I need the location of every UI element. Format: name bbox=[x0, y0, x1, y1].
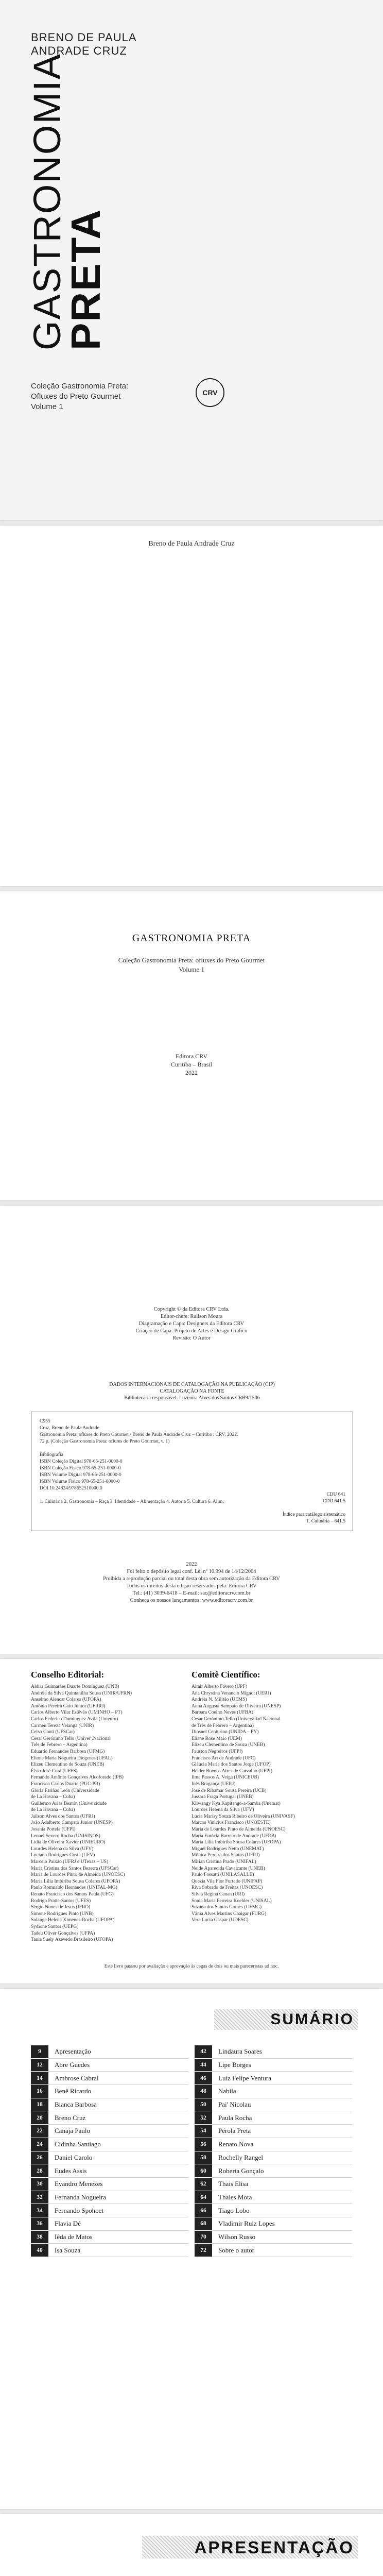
council-member: Luciano Rodrigues Costa (UFV) bbox=[31, 1853, 95, 1858]
summary-entry bbox=[31, 2059, 188, 2072]
council-member: Maria Lília Imbiriba Sousa Colares (UFOPA) bbox=[31, 1878, 120, 1884]
summary-entry-title: Thais Elisa bbox=[212, 2178, 352, 2191]
council-member: Cesar Gerónimo Tello (Universidad Nacional bbox=[192, 1716, 281, 1722]
council-member: Silvia Regina Canan (URI) bbox=[192, 1892, 245, 1897]
summary-entry bbox=[31, 2244, 188, 2257]
summary-page-number: 48 bbox=[195, 2085, 212, 2098]
council-member: Antônio Pereira Gaio Júnior (UFRRJ) bbox=[31, 1703, 106, 1709]
summary-entry bbox=[195, 2125, 352, 2138]
summary-entry bbox=[195, 2111, 352, 2125]
council-member: Lídia de Oliveira Xavier (UNIEURO) bbox=[31, 1840, 106, 1845]
council-member: Neide Aparecida Cavalcante (UNEB) bbox=[192, 1866, 265, 1871]
catalog-title: DADOS INTERNACIONAIS DE CATALOGAÇÃO NA PUBLICAÇÃO (CIP) CATALOGAÇÃO NA FONTE Bibliotecária responsável: Luzenira Alves dos Santos CRB9/1506 bbox=[109, 1382, 275, 1401]
council-member: Josania Portela (UFPI) bbox=[31, 1827, 76, 1833]
summary-entry bbox=[31, 2085, 188, 2098]
council-member: Tadeu Oliver Gonçalves (UFPA) bbox=[31, 1930, 95, 1936]
summary-entry bbox=[31, 2217, 188, 2231]
council-member: Leonel Severo Rocha (UNISINOS) bbox=[31, 1833, 100, 1839]
summary-page-number: 12 bbox=[31, 2059, 48, 2072]
summary-entry bbox=[31, 2111, 188, 2125]
summary-page-number: 14 bbox=[31, 2072, 48, 2085]
council-member: Guillermo Arias Beatón (Universidade bbox=[31, 1801, 107, 1806]
summary-entry bbox=[31, 2045, 188, 2059]
summary-page-number: 36 bbox=[31, 2217, 48, 2231]
cover-title-line1: GASTRONOMIA bbox=[26, 53, 68, 350]
title-page bbox=[0, 891, 383, 1200]
council-member: Sérgio Nunes de Jesus (IFRO) bbox=[31, 1905, 91, 1910]
council-member: Diosnel Centurion (UNIDA – PY) bbox=[192, 1730, 259, 1735]
summary-entry bbox=[31, 2191, 188, 2205]
summary-page-number: 60 bbox=[195, 2164, 212, 2178]
summary-entry bbox=[195, 2164, 352, 2178]
summary-entry-title: Bianca Barbosa bbox=[48, 2098, 188, 2112]
council-member: Kilwangy Kya Kapitango-a-Samba (Unemat) bbox=[192, 1801, 281, 1806]
summary-page-number: 20 bbox=[31, 2111, 48, 2125]
council-member: Elione Maria Nogueira Diogenes (UFAL) bbox=[31, 1755, 113, 1761]
council-member: Gláucia Maria dos Santos Jorge (UFOP) bbox=[192, 1762, 271, 1768]
presentation-page bbox=[0, 2514, 383, 2576]
council-member: Paulo Romualdo Hernandes (UNIFAL-MG) bbox=[31, 1885, 117, 1891]
summary-entry bbox=[31, 2138, 188, 2151]
copyright-legal: 2022 Foi feito o depósito legal conf. Lei nº 10.994 de 14/12/2004 Proibida a reprodução parcial ou total desta obra sem autorização da Editora CRV Todos os direitos desta edição reservados pela: Editora CRV Tel.: (41) 3039-6418 – E-mail: sac@editoracrv.com.br Conheça os nossos lançamentos: www.editoracrv.com.br bbox=[103, 1562, 280, 1603]
council-member: Anna Augusta Sampaio de Oliveira (UNESP) bbox=[192, 1703, 281, 1709]
council-member: Rodrigo Pratte-Santos (UFES) bbox=[31, 1898, 91, 1904]
council-member: Gloria Fariñas León (Universidade bbox=[31, 1788, 99, 1793]
council-member: Maria de Lourdes Pinto de Almeida (UNOESC) bbox=[31, 1872, 125, 1878]
summary-entry bbox=[195, 2072, 352, 2085]
council-member: Lucia Marisy Souza Ribeiro de Oliveira (UNIVASF) bbox=[192, 1814, 295, 1819]
summary-entry-title: Roberta Gonçalo bbox=[212, 2164, 352, 2178]
council-member: Barbara Coelho Neves (UFBA) bbox=[192, 1710, 254, 1716]
summary-entry bbox=[195, 2231, 352, 2244]
summary-page-number: 54 bbox=[195, 2125, 212, 2138]
copyright-page bbox=[0, 1206, 383, 1654]
council-member: Eliane Rose Maio (UEM) bbox=[192, 1736, 242, 1741]
summary-entry-title: Tiago Lobo bbox=[212, 2204, 352, 2217]
council-member: Vânia Alves Martins Chaigar (FURG) bbox=[192, 1911, 267, 1917]
council-member: Elizeu Clementino de Souza (UNEB) bbox=[192, 1742, 265, 1748]
council-member: Renato Francisco dos Santos Paula (UFG) bbox=[31, 1892, 114, 1897]
scientific-committee-heading: Comitê Científico: bbox=[192, 1670, 260, 1680]
council-member: Marcos Vinicius Francisco (UNOESTE) bbox=[192, 1820, 271, 1826]
summary-entry bbox=[195, 2217, 352, 2231]
summary-entry-title: Cidinha Santiago bbox=[48, 2138, 188, 2151]
summary-entry-title: Ambrose Cabral bbox=[48, 2072, 188, 2085]
summary-entry bbox=[31, 2204, 188, 2217]
summary-page-number: 28 bbox=[31, 2164, 48, 2178]
summary-entry bbox=[195, 2138, 352, 2151]
summary-entry-title: Vladimir Ruiz Lopes bbox=[212, 2217, 352, 2231]
summary-page-number: 62 bbox=[195, 2178, 212, 2191]
title-page-subtitle: Coleção Gastronomia Preta: ofluxes do Preto Gourmet Volume 1 bbox=[118, 956, 265, 973]
council-member: Altair Alberto Fávero (UPF) bbox=[192, 1684, 247, 1689]
council-member: Suzana dos Santos Gomes (UFMG) bbox=[192, 1905, 262, 1910]
council-member: Francisco Carlos Duarte (PUC-PR) bbox=[31, 1781, 100, 1787]
council-member: Três de Febrero – Argentina) bbox=[31, 1742, 88, 1748]
summary-page-number: 70 bbox=[195, 2231, 212, 2244]
summary-page-number: 30 bbox=[31, 2178, 48, 2191]
council-member: Mônica Pereira dos Santos (UFRJ) bbox=[192, 1853, 260, 1858]
council-member: Andréia da Silva Quintanilha Sousa (UNIR/UFRN) bbox=[31, 1690, 132, 1696]
council-member: Solange Helena Ximenes-Rocha (UFOPA) bbox=[31, 1918, 115, 1923]
summary-page-number: 68 bbox=[195, 2217, 212, 2231]
summary-page-number: 66 bbox=[195, 2204, 212, 2217]
presentation-heading-text: APRESENTAÇÃO bbox=[194, 2538, 354, 2557]
summary-entry bbox=[195, 2085, 352, 2098]
summary-entry-title: Nabila bbox=[212, 2085, 352, 2098]
council-member: de La Havana – Cuba) bbox=[31, 1794, 75, 1800]
council-member: Sydione Santos (UEPG) bbox=[31, 1924, 79, 1929]
editorial-council-page bbox=[0, 1659, 383, 1984]
council-member: Jussara Fraga Portugal (UNEB) bbox=[192, 1794, 254, 1800]
summary-heading-text: SUMÁRIO bbox=[270, 2011, 354, 2028]
council-member: Carlos Federico Dominguez Avila (Unieuro) bbox=[31, 1716, 118, 1722]
council-member: Maria Cristina dos Santos Bezerra (UFSCar) bbox=[31, 1866, 119, 1871]
summary-entry bbox=[31, 2151, 188, 2165]
summary-entry-title: Breno Cruz bbox=[48, 2111, 188, 2125]
council-member: Élsio José Corá (UFFS) bbox=[31, 1768, 78, 1774]
council-member: Carmen Tereza Velanga (UNIR) bbox=[31, 1723, 94, 1728]
summary-entry-title: Benê Ricardo bbox=[48, 2085, 188, 2098]
council-member: Aldira Guimarães Duarte Domínguez (UNB) bbox=[31, 1684, 119, 1689]
council-member: Maria Eurácia Barreto de Andrade (UFRB) bbox=[192, 1833, 276, 1839]
summary-page-number: 72 bbox=[195, 2244, 212, 2257]
cover-series: Coleção Gastronomia Preta: Ofluxes do Preto Gourmet Volume 1 bbox=[31, 382, 129, 411]
council-member: Quezia Vila Flor Furtado (UNIFAP) bbox=[192, 1878, 263, 1884]
summary-page-number: 52 bbox=[195, 2111, 212, 2125]
summary-entry bbox=[195, 2204, 352, 2217]
council-member: Lourdes Helena da Silva (UFV) bbox=[31, 1846, 94, 1852]
council-member: Simone Rodrigues Pinto (UNB) bbox=[31, 1911, 94, 1917]
summary-entry-title: Thales Mota bbox=[212, 2191, 352, 2205]
catalog-classification: CDU 641 CDD 641.5 Índice para catálogo sistemático 1. Culinária – 641.5 bbox=[282, 1492, 345, 1524]
scientific-committee-list bbox=[192, 1684, 352, 1924]
summary-entry-title: Pai' Nicolau bbox=[212, 2098, 352, 2112]
summary-entry bbox=[195, 2191, 352, 2205]
summary-entry bbox=[195, 2244, 352, 2257]
title-page-publisher: Editora CRV Curitiba – Brasil 2022 bbox=[171, 1053, 212, 1076]
summary-entry bbox=[31, 2072, 188, 2085]
council-member: Fauston Negreiros (UFPI) bbox=[192, 1749, 243, 1754]
title-page-title: GASTRONOMIA PRETA bbox=[132, 933, 251, 944]
council-member: Francisco Ari de Andrade (UFC) bbox=[192, 1755, 256, 1761]
publisher-logo: CRV bbox=[196, 378, 224, 407]
summary-page-number: 58 bbox=[195, 2151, 212, 2165]
summary-entry bbox=[31, 2178, 188, 2191]
summary-column-left bbox=[31, 2045, 188, 2257]
council-member: Celso Conti (UFSCar) bbox=[31, 1730, 75, 1735]
summary-entry-title: Wilson Russo bbox=[212, 2231, 352, 2244]
summary-entry bbox=[31, 2231, 188, 2244]
summary-entry-title: Iêda de Matos bbox=[48, 2231, 188, 2244]
summary-page-number: 22 bbox=[31, 2125, 48, 2138]
council-member: Riva Sobrado de Freitas (UNOESC) bbox=[192, 1885, 263, 1891]
summary-entry-title: Fernando Spohoet bbox=[48, 2204, 188, 2217]
summary-entry bbox=[31, 2098, 188, 2112]
summary-column-right bbox=[195, 2045, 352, 2257]
copyright-credits: Copyright © da Editora CRV Ltda. Editor-chefe: Railson Moura Diagramação e Capa: Designers da Editora CRV Criação de Capa: Projeto de Artes e Design Gráfico Revisão: O Autor bbox=[135, 1307, 248, 1341]
council-member: Ilma Passos A. Veiga (UNICEUB) bbox=[192, 1775, 259, 1781]
council-member: Fernando Antônio Gonçalves Alcoforado (IPB) bbox=[31, 1775, 124, 1781]
summary-entry-title: Eudes Assis bbox=[48, 2164, 188, 2178]
summary-entry bbox=[195, 2059, 352, 2072]
summary-page-number: 18 bbox=[31, 2098, 48, 2112]
council-member: Paulo Fossatti (UNILASALLE) bbox=[192, 1872, 254, 1878]
council-member: João Adalberto Campato Junior (UNESP) bbox=[31, 1820, 113, 1826]
summary-entry-title: Canaja Paulo bbox=[48, 2125, 188, 2138]
summary-page-number: 9 bbox=[31, 2045, 48, 2059]
council-member: Vera Lucia Gaspar (UDESC) bbox=[192, 1918, 249, 1923]
council-member: Maria Lília Imbiriba Sousa Colares (UFOPA) bbox=[192, 1840, 281, 1845]
council-member: Jailson Alves dos Santos (UFRJ) bbox=[31, 1814, 95, 1819]
summary-entry-title: Rochelly Rangel bbox=[212, 2151, 352, 2165]
summary-entry-title: Lipe Borges bbox=[212, 2059, 352, 2072]
council-member: Lourdes Helena da Silva (UFV) bbox=[192, 1807, 254, 1813]
summary-page-number: 26 bbox=[31, 2151, 48, 2165]
summary-entry-title: Flavia Dé bbox=[48, 2217, 188, 2231]
summary-page-number: 46 bbox=[195, 2072, 212, 2085]
council-member: Elizeu Clementino de Souza (UNEB) bbox=[31, 1762, 105, 1768]
council-member: Carlos Alberto Vilar Estêvão (UMINHO – PT) bbox=[31, 1710, 123, 1716]
summary-page-number: 16 bbox=[31, 2085, 48, 2098]
summary-entry-title: Apresentação bbox=[48, 2045, 188, 2059]
cover-page bbox=[0, 0, 383, 520]
council-member: Mirian Cristina Prado (UNIFAL) bbox=[192, 1859, 256, 1865]
council-member: Inês Bragança (UERJ) bbox=[192, 1781, 236, 1787]
council-member: Eduardo Fernandes Barbosa (UFMG) bbox=[31, 1749, 105, 1754]
council-member: Marcelo Paixão (UFRJ e UTexas – US) bbox=[31, 1859, 109, 1865]
summary-entry bbox=[31, 2164, 188, 2178]
peer-review-note: Este livro passou por avaliação e aprovação às cegas de dois ou mais pareceristas ad hoc. bbox=[104, 1964, 279, 1969]
council-member: Cesar Gerónimo Tello (Univer .Nacional bbox=[31, 1736, 111, 1741]
council-member: de La Havana – Cuba) bbox=[31, 1807, 75, 1813]
summary-entry bbox=[195, 2151, 352, 2165]
council-member: Míguel Rodrigues Netto (UNEMAT) bbox=[192, 1846, 264, 1852]
cover-title-line2: PRETA bbox=[63, 208, 109, 350]
cover-title bbox=[26, 53, 109, 350]
editorial-council-list bbox=[31, 1684, 192, 1943]
scientific-committee bbox=[192, 1669, 352, 1943]
summary-page-number: 32 bbox=[31, 2191, 48, 2205]
summary-page-number: 50 bbox=[195, 2098, 212, 2112]
summary-page-number: 56 bbox=[195, 2138, 212, 2151]
summary-entry bbox=[195, 2098, 352, 2112]
summary-entry-title: Paula Rocha bbox=[212, 2111, 352, 2125]
summary-entry-title: Luiz Felipe Ventura bbox=[212, 2072, 352, 2085]
summary-page-number: 38 bbox=[31, 2231, 48, 2244]
council-member: Helder Buenos Aires de Carvalho (UFPI) bbox=[192, 1768, 272, 1774]
summary-entry bbox=[195, 2178, 352, 2191]
catalog-record bbox=[31, 1382, 353, 1531]
council-member: Maria de Lourdes Pinto de Almeida (UNOESC) bbox=[192, 1827, 286, 1833]
council-member: Ana Chrystina Venancio Mignot (UERJ) bbox=[192, 1690, 271, 1696]
summary-entry-title: Daniel Carolo bbox=[48, 2151, 188, 2165]
summary-page-number: 44 bbox=[195, 2059, 212, 2072]
summary-entry bbox=[195, 2045, 352, 2059]
summary-entry-title: Evandro Menezes bbox=[48, 2178, 188, 2191]
summary-page bbox=[0, 1989, 383, 2509]
summary-entry-title: Lindaura Soares bbox=[212, 2045, 352, 2059]
editorial-council-heading: Conselho Editorial: bbox=[31, 1670, 105, 1680]
cover-authors: BRENO DE PAULA ANDRADE CRUZ bbox=[31, 31, 137, 57]
summary-page-number: 34 bbox=[31, 2204, 48, 2217]
summary-page-number: 40 bbox=[31, 2244, 48, 2257]
half-title-page bbox=[0, 526, 383, 886]
summary-page-number: 64 bbox=[195, 2191, 212, 2205]
council-member: Anselmo Alencar Colares (UFOPA) bbox=[31, 1697, 101, 1703]
summary-page-number: 24 bbox=[31, 2138, 48, 2151]
council-member: Andréia N. Militão (UEMS) bbox=[192, 1697, 247, 1703]
summary-entry-title: Fernanda Nogueira bbox=[48, 2191, 188, 2205]
presentation-heading bbox=[142, 2536, 358, 2558]
summary-entry-title: Renato Nova bbox=[212, 2138, 352, 2151]
summary-heading bbox=[214, 2009, 358, 2030]
council-member: José de Ribamar Sousa Pereira (UCB) bbox=[192, 1788, 267, 1793]
summary-entry-title: Sobre o autor bbox=[212, 2244, 352, 2257]
summary-entry bbox=[31, 2125, 188, 2138]
catalog-body: C955 Cruz, Breno de Paula Andrade Gastronomia Preta: oflures do Preto Gourmet / Breno de Paula Andrade Cruz – Curitiba : CRV, 2022. 72 p. (Coleção Gastronomia Preta: oflures do Preto Gourmet, v. 1) Bibliografia ISBN Coleção Digital 978-65-251-0000-0 ISBN Coleção Físico 978-65-251-0000-0 ISBN Volume Digital 978-65-251-0000-0 ISBN Volume Físico 978-65-251-0000-0 DOI 10.24824/978652510000.0 1. Culinária 2. Gastronomia – Raça 3. Identidade – Alimentação 4. Autoria 5. Cultura 6. Alim. bbox=[40, 1419, 238, 1504]
half-title-author: Breno de Paula Andrade Cruz bbox=[148, 540, 235, 548]
council-member: Tania Suely Azevedo Brasileiro (UFOPA) bbox=[31, 1937, 113, 1943]
council-member: Sonia Maria Ferreira Koehler (UNISAL) bbox=[192, 1898, 272, 1904]
editorial-council bbox=[31, 1669, 192, 1943]
summary-entry-title: Pérola Preta bbox=[212, 2125, 352, 2138]
summary-entry-title: Abre Guedes bbox=[48, 2059, 188, 2072]
summary-entry-title: Isa Souza bbox=[48, 2244, 188, 2257]
council-member: de Três de Febrero – Argentina) bbox=[192, 1723, 254, 1728]
summary-page-number: 42 bbox=[195, 2045, 212, 2059]
